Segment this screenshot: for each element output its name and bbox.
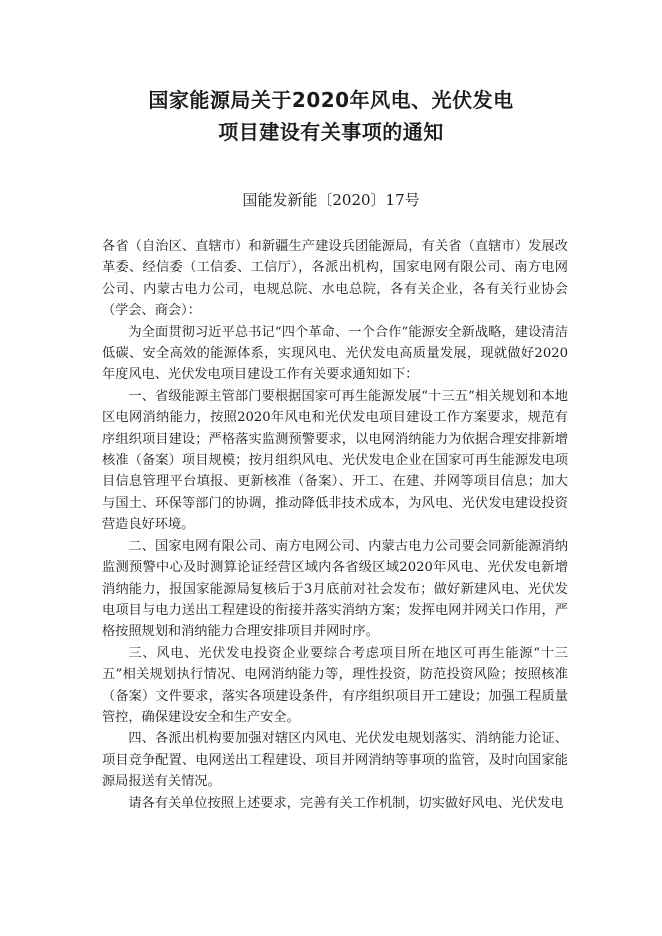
paragraph-closing: 请各有关单位按照上述要求，完善有关工作机制，切实做好风电、光伏发电 xyxy=(128,795,564,811)
paragraph-intro: 为全面贯彻习近平总书记“四个革命、一个合作”能源安全新战略，建设清洁低碳、安全高效的能源体系，实现风电、光伏发电高质量发展，现就做好2020年度风电、光伏发电项目建设工作有关要求通知如下： xyxy=(102,324,568,383)
paragraph-item-3: 三、风电、光伏发电投资企业要综合考虑项目所在地区可再生能源“十三五”相关规划执行情况、电网消纳能力等，理性投资，防范投资风险；按照核准（备案）文件要求，落实各项建设条件，有序组织项目开工建设；加强工程质量管控，确保建设安全和生产安全。 xyxy=(102,645,568,725)
document-body xyxy=(102,236,568,814)
document-title-line-2: 项目建设有关事项的通知 xyxy=(218,120,444,144)
document-title-line-1: 国家能源局关于2020年风电、光伏发电 xyxy=(148,88,514,112)
paragraph-item-1: 一、省级能源主管部门要根据国家可再生能源发展“十三五”相关规划和本地区电网消纳能力，按照2020年风电和光伏发电项目建设工作方案要求，规范有序组织项目建设；严格落实监测预警要求，以电网消纳能力为依据合理安排新增核准（备案）项目规模；按月组织风电、光伏发电企业在国家可再生能源发电项目信息管理平台填报、更新核准（备案）、开工、在建、并网等项目信息；加大与国土、环保等部门的协调，推动降低非技术成本，为风电、光伏发电建设投资营造良好环境。 xyxy=(102,388,568,533)
paragraph-item-4: 四、各派出机构要加强对辖区内风电、光伏发电规划落实、消纳能力论证、项目竞争配置、电网送出工程建设、项目并网消纳等事项的监管，及时向国家能源局报送有关情况。 xyxy=(102,731,568,790)
paragraph-addressees: 各省（自治区、直辖市）和新疆生产建设兵团能源局，有关省（直辖市）发展改革委、经信委（工信委、工信厅），各派出机构，国家电网有限公司、南方电网公司、内蒙古电力公司，电规总院、水电总院，各有关企业，各有关行业协会（学会、商会）： xyxy=(102,239,568,319)
paragraph-item-2: 二、国家电网有限公司、南方电网公司、内蒙古电力公司要会同新能源消纳监测预警中心及时测算论证经营区域内各省级区域2020年风电、光伏发电新增消纳能力，报国家能源局复核后于3月底前对社会发布；做好新建风电、光伏发电项目与电力送出工程建设的衔接并落实消纳方案；发挥电网并网关口作用，严格按照规划和消纳能力合理安排项目并网时序。 xyxy=(102,538,568,640)
document-number: 国能发新能〔2020〕17号 xyxy=(242,191,420,209)
